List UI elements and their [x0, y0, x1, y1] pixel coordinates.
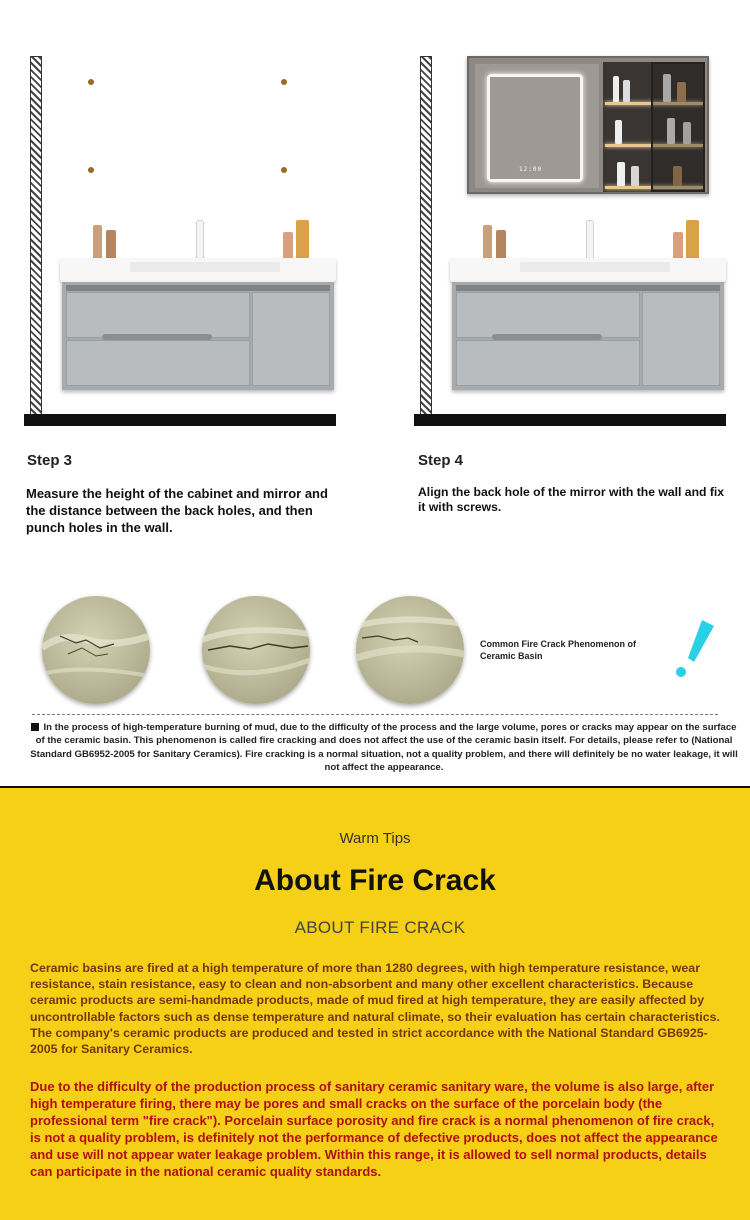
tips-kicker: Warm Tips [339, 830, 411, 847]
tips-paragraph-1: Ceramic basins are fired at a high temperature of more than 1280 degrees, with high temperature resistance, wear resistance, stain resistance, easy to clean and non-absorbent and many other excellent characteristics. Because ceramic products are semi-handmade products, made of mud fired at high temperature, they are easily affected by uncontrollable factors such as dense temperature and natural climate, so their evaluation has certain characteristics. The company's ceramic products are produced and tested in strict accordance with the National Standard GB6925-2005 for Sanitary Ceramics. [30, 961, 720, 1057]
warm-tips-section [0, 788, 750, 1220]
tips-paragraph-2: Due to the difficulty of the production process of sanitary ceramic sanitary ware, the volume is also large, after high temperature firing, there may be pores and small cracks on the surface of the porcelain body (the professional term "fire crack"). Porcelain surface porosity and fire crack is a normal phenomenon of fire crack, is not a quality problem, is definitely not the performance of defective products, does not affect the appearance and use will not appear water leakage problem. Within this range, it is allowed to sell normal products, details can participate in the national ceramic quality standards. [30, 1079, 718, 1179]
mirror [475, 64, 599, 188]
fire-crack-samples [0, 560, 750, 782]
mirror-clock-display: 12:00 [519, 166, 543, 173]
crack-sample-photo [356, 596, 464, 704]
wall-hole-marker [281, 167, 287, 173]
tips-title: About Fire Crack [254, 864, 496, 897]
floor-line [24, 414, 336, 426]
basin-bowl [130, 262, 280, 272]
mirror-cabinet [467, 56, 709, 194]
crack-sample-photo [202, 596, 310, 704]
drawer-handle [492, 334, 602, 340]
crack-sample-photo [42, 596, 150, 704]
faucet [196, 220, 204, 260]
crack-note-text: In the process of high-temperature burning of mud, due to the difficulty of the process and the large volume, pores or cracks may appear on the surface of the ceramic basin. This phenomenon is called fire cracking and does not affect the use of the ceramic basin itself. For details, please refer to (National Standard GB6952-2005 for Sanitary Ceramics). Fire cracking is a normal situation, not a quality problem, and there will definitely be no water leakage, it will not affect the appearance. [30, 722, 738, 774]
tips-subtitle: ABOUT FIRE CRACK [294, 918, 466, 937]
floor-line [414, 414, 726, 426]
glass-door [651, 62, 705, 192]
vanity-cabinet [452, 282, 724, 390]
wall-hole-marker [281, 79, 287, 85]
step4-title: Step 4 [418, 452, 464, 469]
drawer-handle [102, 334, 212, 340]
wall-hatch [420, 56, 432, 416]
step3-title: Step 3 [27, 452, 73, 469]
step3-illustration [0, 0, 370, 440]
step3-text: Measure the height of the cabinet and mirror and the distance between the back holes, and then punch holes in the wall. [26, 486, 328, 535]
mirror-shelves [603, 62, 705, 192]
exclamation-icon [672, 618, 722, 680]
step4-text: Align the back hole of the mirror with the wall and fix it with screws. [418, 485, 725, 514]
square-bullet-icon [31, 723, 39, 731]
dashed-divider [32, 714, 718, 715]
crack-caption: Common Fire Crack Phenomenon of Ceramic Basin [480, 639, 637, 661]
wall-hatch [30, 56, 42, 416]
basin-bowl [520, 262, 670, 272]
wall-hole-marker [88, 79, 94, 85]
installation-steps [0, 0, 750, 550]
wall-hole-marker [88, 167, 94, 173]
crack-note [30, 721, 738, 775]
step4-illustration [390, 0, 750, 440]
vanity-cabinet [62, 282, 334, 390]
faucet [586, 220, 594, 260]
